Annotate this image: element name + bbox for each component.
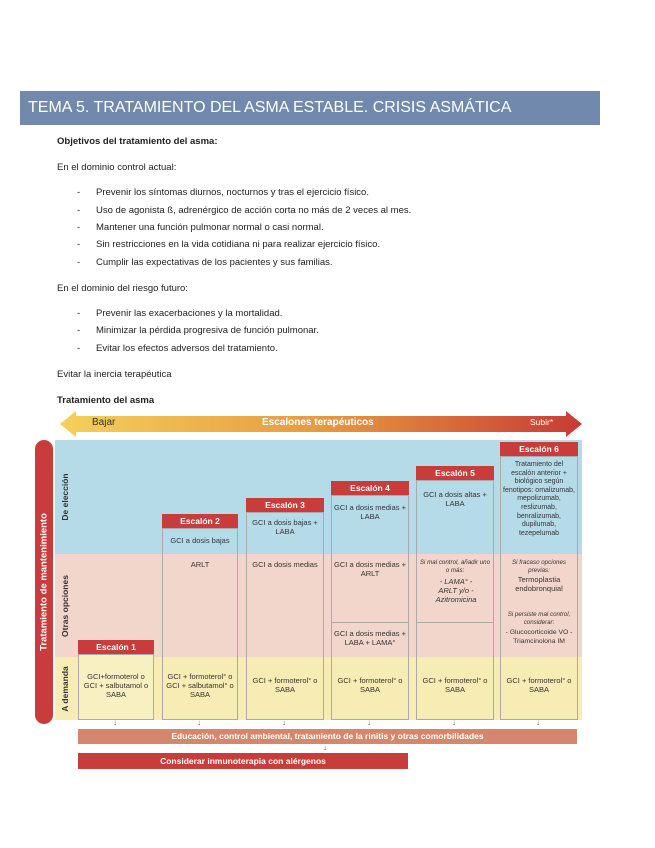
down-arrow-icon: ↓: [282, 718, 286, 727]
list-item-text: Mantener una función pulmonar normal o casi normal.: [96, 222, 324, 233]
step-6-otras-note: Si fracaso opciones previas:: [512, 559, 566, 574]
bullet-dash: -: [77, 343, 81, 354]
objectives-heading: Objetivos del tratamiento del asma:: [57, 136, 218, 147]
arrow-left-label: Bajar: [92, 417, 116, 428]
step-5-otras-note: Si mal control, añadir uno o más:: [419, 559, 491, 574]
escalones-arrow: [60, 411, 582, 437]
list-item: [77, 205, 411, 216]
list-item-text: Prevenir los síntomas diurnos, nocturnos y tras el ejercicio físico.: [96, 187, 369, 198]
step-6-header: Escalón 6: [500, 442, 578, 456]
treatment-heading: Tratamiento del asma: [57, 395, 155, 406]
step-1-header: Escalón 1: [78, 640, 154, 654]
step-5-header: Escalón 5: [416, 466, 494, 480]
list-item-text: Prevenir las exacerbaciones y la mortalidad.: [96, 308, 283, 319]
down-arrow-icon: ↓: [536, 718, 540, 727]
step-4-otras2: GCI a dosis medias + LABA + LAMA°: [334, 629, 406, 647]
step-4-header: Escalón 4: [331, 481, 409, 495]
down-arrow-icon: ↓: [452, 718, 456, 727]
step-4-divider: [331, 622, 409, 623]
down-arrow-icon: ↓: [367, 718, 371, 727]
step-4-eleccion: GCI a dosis medias + LABA: [334, 503, 406, 521]
step-4-demanda: GCI + formoterol° o SABA: [337, 676, 403, 694]
step-5-divider: [416, 622, 494, 623]
step-4-otras: GCI a dosis medias + ARLT: [334, 560, 406, 578]
list-item: [77, 239, 380, 250]
footer-education: Educación, control ambiental, tratamiento de la rinitis y otras comorbilidades: [78, 729, 577, 744]
band-demanda-label: A demanda: [60, 665, 70, 712]
page-title: TEMA 5. TRATAMIENTO DEL ASMA ESTABLE. CRISIS ASMÁTICA: [20, 91, 600, 125]
down-arrow-icon: ↓: [323, 743, 327, 752]
step-3-otras: GCI a dosis medias: [252, 560, 318, 569]
list-item: [77, 308, 282, 319]
bullet-dash: -: [77, 257, 81, 268]
bullet-dash: -: [77, 308, 81, 319]
step-1-demanda: GCI+formoterol o GCI + salbutamol o SABA: [83, 672, 149, 699]
inertia-text: Evitar la inercia terapéutica: [57, 369, 172, 380]
risk-heading: En el dominio del riesgo futuro:: [57, 283, 188, 294]
list-item: [77, 257, 333, 268]
list-item: [77, 222, 324, 233]
step-6-otras2: - Glucocorticoide VO - Triamcinolona IM: [505, 629, 573, 645]
list-item: [77, 343, 278, 354]
step-2-otras: ARLT: [190, 560, 210, 569]
list-item-text: Minimizar la pérdida progresiva de función pulmonar.: [96, 325, 319, 336]
step-5-eleccion: GCI a dosis altas + LABA: [423, 490, 487, 508]
step-2-eleccion: GCI a dosis bajas: [170, 536, 230, 545]
step-2-demanda: GCI + formoterol° o GCI + salbutamol° o SABA: [166, 672, 234, 699]
step-6-eleccion: Tratamiento del escalón anterior + biológico según fenotipos: omalizumab, mepolizumab, reslizumab, benralizumab, dupilumab, tezepelumab: [503, 461, 575, 537]
bullet-dash: -: [77, 187, 81, 198]
step-6-otras: Termoplastia endobronquial: [515, 575, 563, 593]
step-3-demanda: GCI + formoterol° o SABA: [252, 676, 318, 694]
list-item-text: Uso de agonista ß, adrenérgico de acción corta no más de 2 veces al mes.: [96, 205, 412, 216]
bullet-dash: -: [77, 239, 81, 250]
band-eleccion-label: De elección: [60, 473, 70, 521]
arrow-center-label: Escalones terapéuticos: [262, 417, 374, 428]
footer-immunotherapy: Considerar inmunoterapia con alérgenos: [78, 753, 408, 769]
list-item-text: Sin restricciones en la vida cotidiana ni para realizar ejercicio físico.: [96, 239, 381, 250]
down-arrow-icon: ↓: [197, 718, 201, 727]
step-5-demanda: GCI + formoterol° o SABA: [422, 676, 488, 694]
arrow-right-label: Subir*: [530, 417, 554, 427]
list-item-text: Cumplir las expectativas de los pacientes y sus familias.: [96, 257, 333, 268]
down-arrow-icon: ↓: [113, 718, 117, 727]
step-3-header: Escalón 3: [246, 498, 324, 512]
side-label-bar: [35, 440, 53, 724]
side-label: Tratamiento de mantenimiento: [38, 513, 50, 651]
step-2-header: Escalón 2: [162, 514, 238, 528]
list-item: [77, 187, 369, 198]
band-otras-label: Otras opciones: [60, 574, 70, 637]
control-heading: En el dominio control actual:: [57, 162, 177, 173]
bullet-dash: -: [77, 325, 81, 336]
list-item-text: Evitar los efectos adversos del tratamiento.: [96, 343, 278, 354]
step-6-demanda: GCI + formoterol° o SABA: [506, 676, 572, 694]
step-5-otras: - LAMA° - ARLT y/o - Azitromicina: [435, 577, 477, 604]
bullet-dash: -: [77, 205, 81, 216]
step-3-eleccion: GCI a dosis bajas + LABA: [252, 518, 318, 536]
step-6-otras-note2: Si persiste mal control, considerar:: [507, 611, 571, 626]
bullet-dash: -: [77, 222, 81, 233]
list-item: [77, 325, 319, 336]
